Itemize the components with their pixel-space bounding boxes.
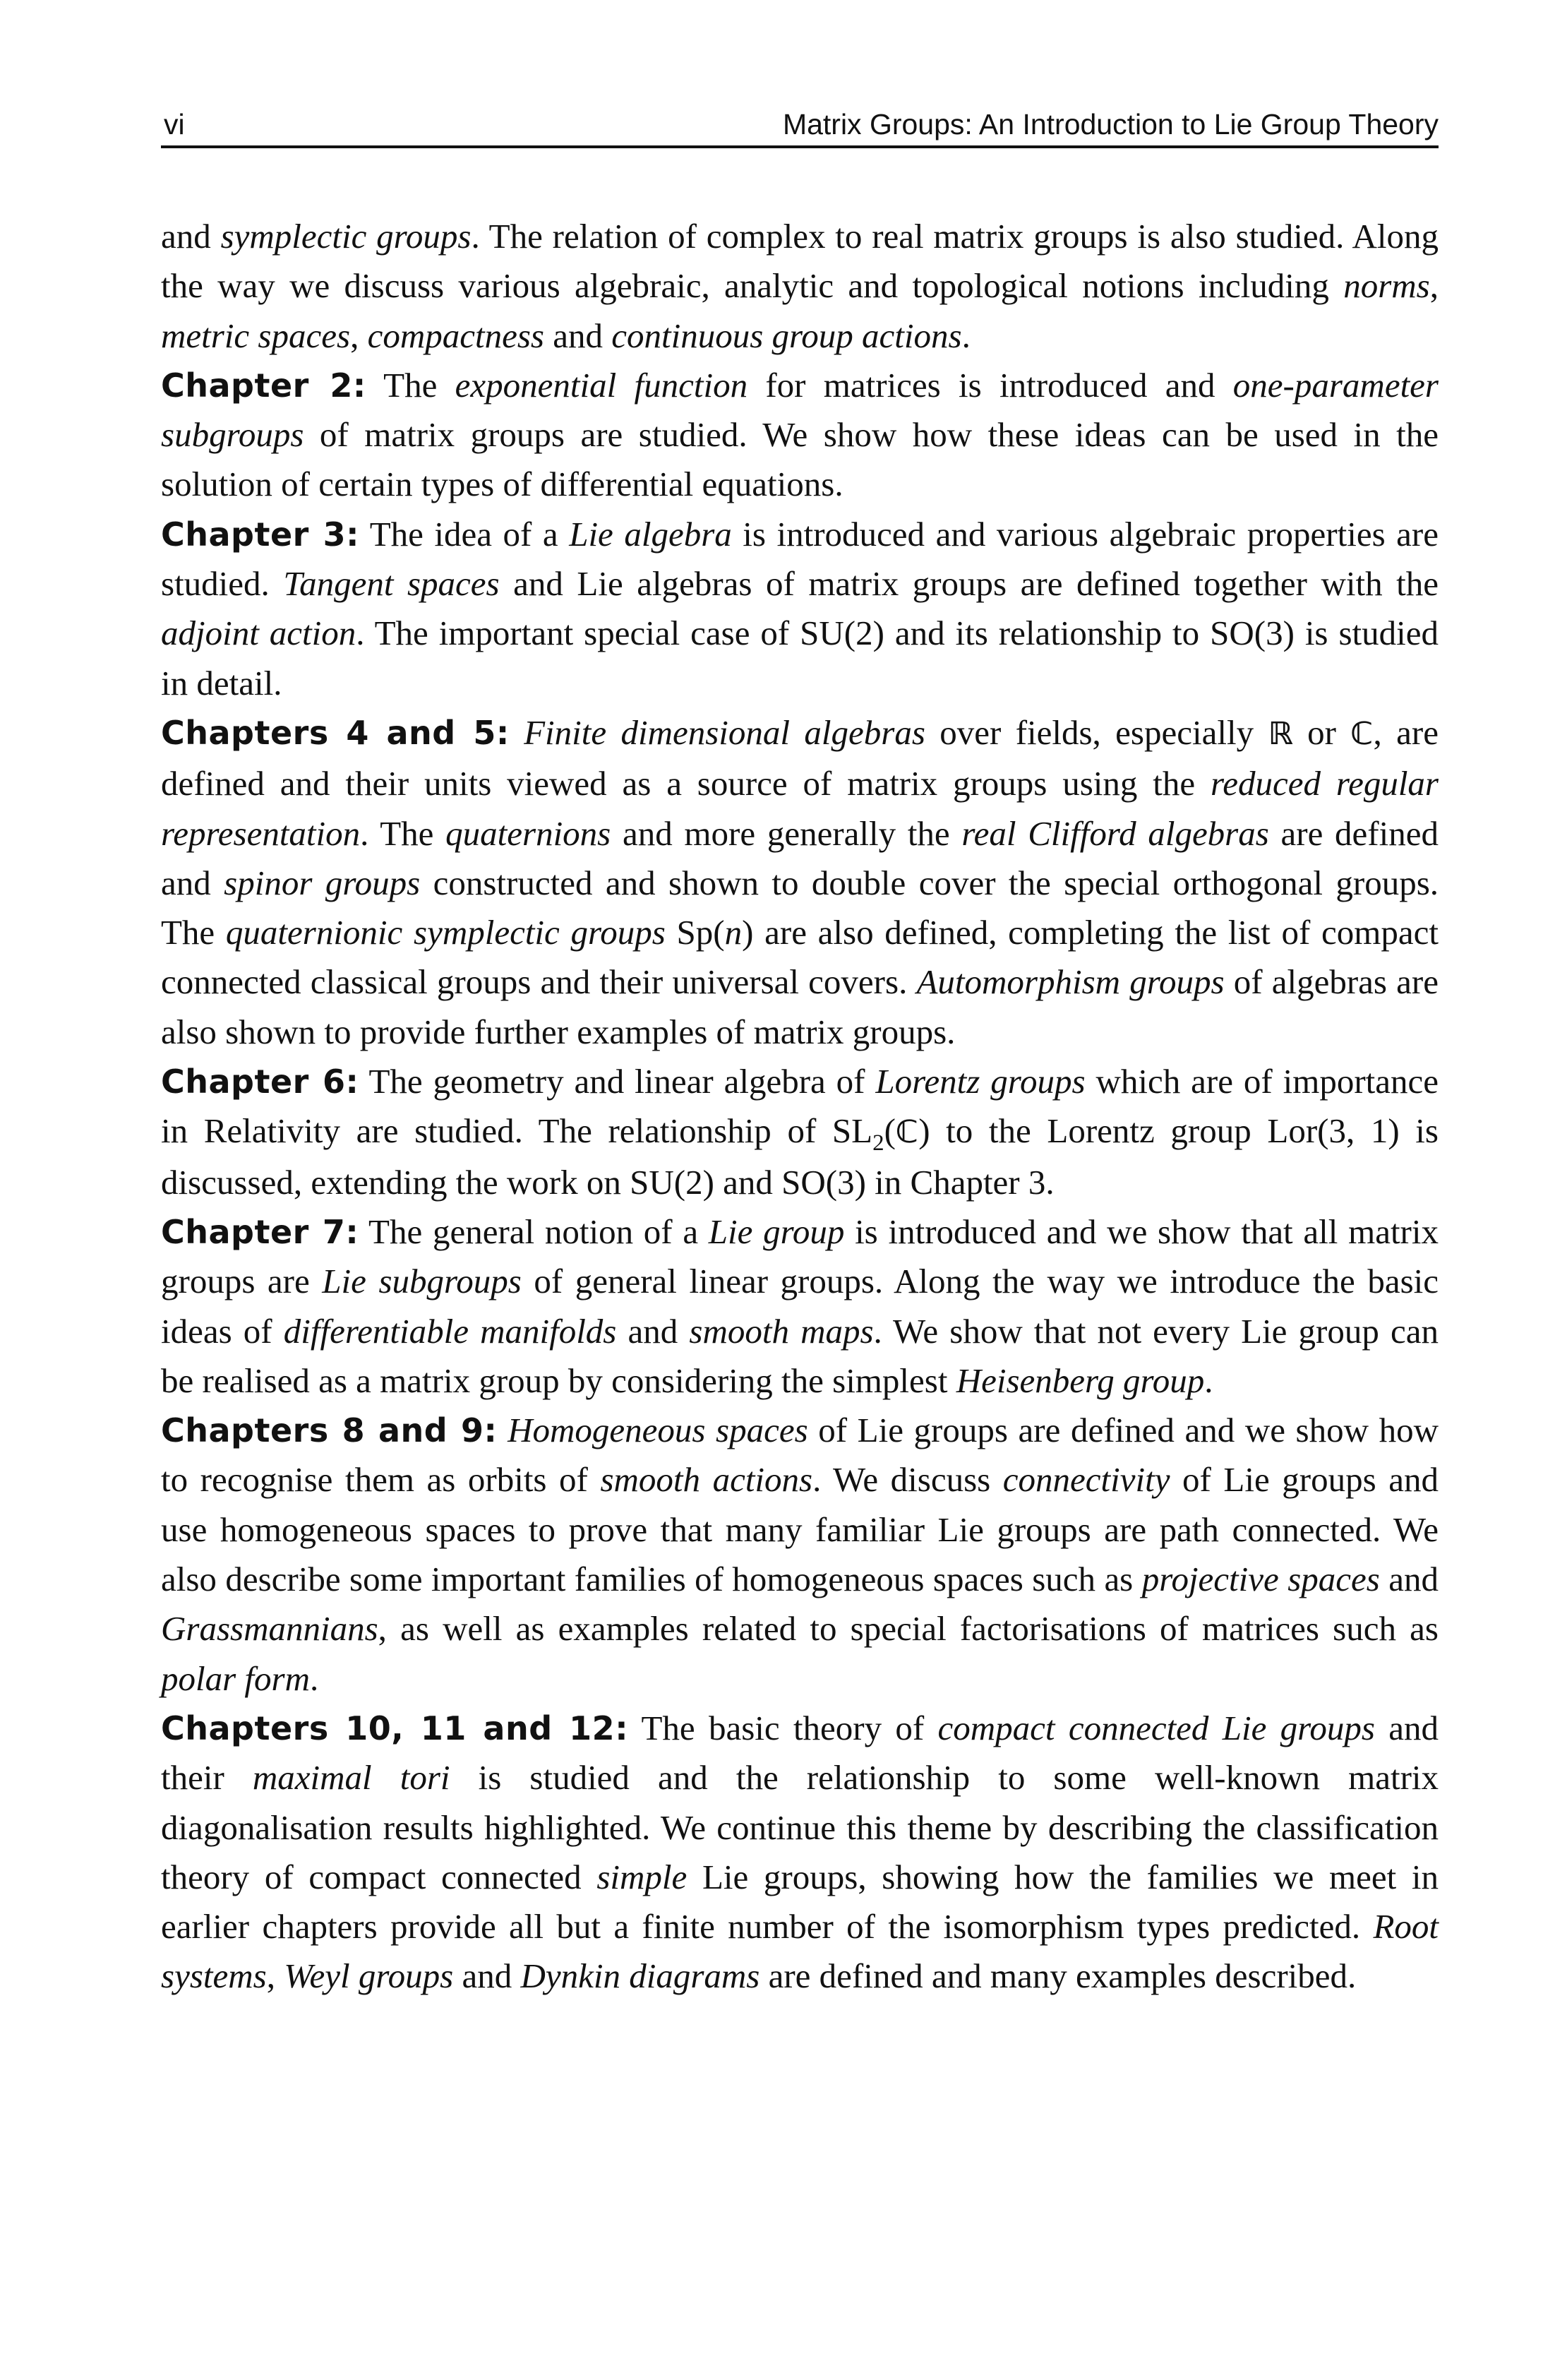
text-run: and their [161, 1708, 1439, 1798]
emphasized-term: connectivity [1002, 1460, 1170, 1500]
chapter-heading: Chapter 6: [161, 1063, 359, 1101]
text-run: is introduced and we show that all matrix groups are [161, 1212, 1439, 1301]
text-run: and [161, 217, 221, 256]
text-run: and Lie algebras of matrix groups are defined together with the [499, 564, 1439, 604]
emphasized-term: Tangent spaces [283, 564, 500, 604]
text-run: The idea of a [359, 514, 570, 554]
emphasized-term: n [724, 913, 743, 952]
text-run: . The relation of complex to real matrix groups is also studied. Along the way we discuss various algebraic, analytic and topological notions including [161, 217, 1439, 306]
text-run: are defined and many examples described. [760, 1956, 1357, 1996]
paragraph [161, 1207, 1439, 1406]
emphasized-term: Root systems [161, 1907, 1439, 1996]
emphasized-term: Dynkin diagrams [520, 1956, 760, 1996]
blackboard-symbol: ℝ [1268, 715, 1293, 752]
emphasized-term: metric spaces [161, 316, 351, 355]
emphasized-term: maximal tori [252, 1758, 450, 1798]
paragraph [161, 361, 1439, 510]
emphasized-term: adjoint action [161, 614, 356, 653]
emphasized-term: Lie algebra [569, 514, 732, 554]
text-run: are defined and [161, 813, 1439, 902]
emphasized-term: Lie subgroups [322, 1262, 522, 1301]
text-run: of general linear groups. Along the way we introduce the basic ideas of [161, 1262, 1439, 1351]
text-run: or [1292, 712, 1351, 752]
emphasized-term: reduced regular representation [161, 764, 1439, 853]
text-run: The basic theory of [628, 1708, 938, 1747]
text-run: . The important special case of SU(2) and its relationship to SO(3) is studied in detail. [161, 614, 1439, 702]
emphasized-term: one-parameter subgroups [161, 365, 1439, 455]
text-run: of matrix groups are studied. We show how these ideas can be used in the solution of certain types of differential equations. [161, 415, 1439, 504]
text-run: , [1429, 266, 1439, 306]
text-run [497, 1411, 508, 1449]
text-run: , [266, 1956, 284, 1996]
emphasized-term: symplectic groups [220, 217, 472, 256]
emphasized-term: spinor groups [224, 863, 421, 902]
text-run: ( [884, 1111, 896, 1151]
text-run: . The [360, 813, 446, 853]
emphasized-term: Finite dimensional algebras [524, 712, 925, 752]
paragraph [161, 1406, 1439, 1704]
emphasized-term: smooth maps [689, 1311, 874, 1351]
blackboard-symbol: ℂ [1350, 715, 1374, 752]
emphasized-term: differentiable manifolds [283, 1311, 617, 1351]
text-run: , [350, 316, 368, 355]
emphasized-term: real Clifford algebras [961, 813, 1269, 853]
emphasized-term: simple [596, 1857, 688, 1896]
chapter-heading: Chapters 8 and 9: [161, 1411, 498, 1450]
text-run: Sp( [665, 913, 725, 952]
text-run: ) are also defined, completing the list of compact connected classical groups and their universal covers. [161, 913, 1439, 1002]
text-run: constructed and shown to double cover the special orthogonal groups. The [161, 863, 1439, 952]
emphasized-term: exponential function [455, 365, 748, 405]
emphasized-term: Homogeneous spaces [508, 1411, 808, 1450]
running-head [161, 106, 1439, 148]
text-run: The general notion of a [359, 1212, 709, 1251]
text-run: The geometry and linear algebra of [359, 1062, 876, 1101]
text-run: of algebras are also shown to provide further examples of matrix groups. [161, 962, 1439, 1051]
emphasized-term: quaternionic symplectic groups [225, 913, 666, 952]
paragraph [161, 1057, 1439, 1207]
chapter-heading: Chapter 2: [161, 366, 366, 405]
emphasized-term: Automorphism groups [916, 962, 1225, 1002]
text-run: and more generally the [611, 813, 962, 853]
emphasized-term: Weyl groups [284, 1956, 454, 1996]
paragraph [161, 708, 1439, 1057]
text-run: and [453, 1956, 521, 1996]
text-run: . [1204, 1361, 1213, 1400]
text-run: and [1379, 1560, 1439, 1599]
text-run: , are defined and their units viewed as a source of matrix groups using the [161, 712, 1439, 803]
subscript: 2 [872, 1130, 884, 1156]
chapter-heading: Chapter 7: [161, 1212, 359, 1251]
emphasized-term: norms [1343, 266, 1430, 306]
emphasized-term: smooth actions [600, 1460, 813, 1500]
emphasized-term: Heisenberg group [956, 1361, 1205, 1400]
blackboard-symbol: ℂ [895, 1114, 919, 1151]
text-run: of Lie groups are defined and we show how to recognise them as orbits of [161, 1411, 1439, 1500]
paragraph [161, 212, 1439, 361]
text-run: for matrices is introduced and [748, 365, 1233, 405]
chapter-overview-text [161, 212, 1439, 2002]
emphasized-term: projective spaces [1141, 1560, 1380, 1599]
emphasized-term: Grassmannians [161, 1609, 378, 1649]
text-run: and [544, 316, 612, 355]
emphasized-term: polar form [161, 1658, 311, 1698]
text-run [510, 713, 524, 752]
text-run: , as well as examples related to special factorisations of matrices such as [378, 1609, 1439, 1649]
chapter-heading: Chapters 4 and 5: [161, 713, 510, 752]
text-run: . We discuss [812, 1460, 1003, 1500]
chapter-heading: Chapters 10, 11 and 12: [161, 1709, 629, 1747]
paragraph [161, 510, 1439, 708]
text-run: over fields, especially [925, 712, 1268, 752]
text-run: is studied and the relationship to some well-known matrix diagonalisation results highlighted. We continue this theme by describing the classification theory of compact connected [161, 1758, 1439, 1896]
emphasized-term: Lorentz groups [875, 1062, 1086, 1101]
text-run: . [310, 1658, 319, 1698]
book-page [161, 106, 1439, 2002]
text-run: and [616, 1311, 690, 1351]
text-run: . [961, 316, 971, 355]
page-number: vi [164, 108, 185, 140]
text-run: ) to the Lorentz group Lor(3, 1) is discussed, extending the work on SU(2) and SO(3) in Chapter 3. [161, 1111, 1439, 1202]
text-run: . We show that not every Lie group can be realised as a matrix group by considering the simplest [161, 1311, 1439, 1400]
emphasized-term: compact connected Lie groups [937, 1708, 1375, 1747]
running-title: Matrix Groups: An Introduction to Lie Group Theory [782, 108, 1439, 140]
emphasized-term: compactness [367, 316, 544, 355]
text-run: is introduced and various algebraic properties are studied. [161, 514, 1439, 604]
text-run: which are of importance in Relativity are studied. The relationship of SL [161, 1062, 1439, 1151]
text-run: Lie groups, showing how the families we meet in earlier chapters provide all but a finite number of the isomorphism types predicted. [161, 1857, 1439, 1947]
emphasized-term: Lie group [708, 1212, 845, 1251]
paragraph [161, 1704, 1439, 2002]
chapter-heading: Chapter 3: [161, 515, 360, 554]
emphasized-term: continuous group actions [611, 316, 962, 355]
text-run: of Lie groups and use homogeneous spaces to prove that many familiar Lie groups are path connected. We also describe some important families of homogeneous spaces such as [161, 1460, 1439, 1599]
text-run: The [366, 365, 455, 405]
emphasized-term: quaternions [445, 813, 611, 853]
